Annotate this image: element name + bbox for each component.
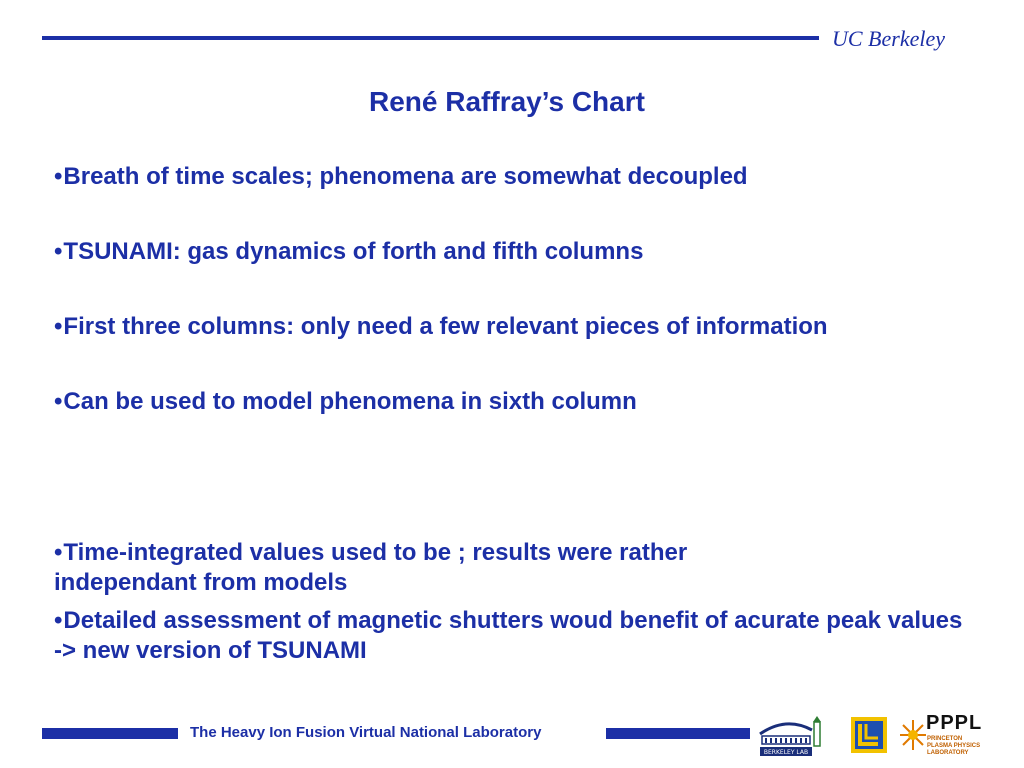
bullet-text: Detailed assessment of magnetic shutters woud benefit of acurate peak values -> new version of TSUNAMI [54, 607, 963, 664]
bullet-marker: • [54, 388, 63, 415]
bullet-marker: • [54, 238, 63, 265]
berkeley-lab-label: BERKELEY LAB [763, 749, 809, 756]
berkeley-lab-icon [756, 712, 828, 758]
footer-bar-left [42, 728, 178, 739]
bullet-text: Breath of time scales; phenomena are somewhat decoupled [63, 163, 748, 190]
footer-lab-name: The Heavy Ion Fusion Virtual National Laboratory [190, 724, 542, 741]
bullet-marker: • [54, 539, 63, 566]
bullet-item [54, 606, 974, 666]
header-rule [42, 36, 819, 40]
footer-bar-right [606, 728, 750, 739]
bullet-marker: • [54, 313, 63, 340]
pppl-logo [898, 714, 986, 756]
bullet-item [54, 312, 984, 342]
starburst-icon [898, 714, 928, 756]
bullet-text: TSUNAMI: gas dynamics of forth and fifth columns [63, 238, 644, 265]
pppl-wordmark: PPPL [926, 712, 983, 734]
bullet-item [54, 538, 834, 598]
bullet-item [54, 237, 984, 267]
bullet-item [54, 387, 984, 417]
bullet-marker: • [54, 607, 63, 634]
brand-name: UC Berkeley [832, 26, 945, 51]
slide-title: René Raffray’s Chart [369, 86, 645, 117]
llnl-logo [850, 716, 888, 754]
bullet-text: First three columns: only need a few relevant pieces of information [63, 313, 828, 340]
bullet-text: Time-integrated values used to be ; results were rather independant from models [54, 539, 688, 596]
bullet-marker: • [54, 163, 63, 190]
llnl-icon [850, 716, 888, 754]
bullet-item [54, 162, 984, 192]
pppl-subtitle: PRINCETON PLASMA PHYSICS LABORATORY [927, 736, 981, 756]
berkeley-lab-logo [756, 712, 828, 758]
bullet-text: Can be used to model phenomena in sixth column [63, 388, 637, 415]
